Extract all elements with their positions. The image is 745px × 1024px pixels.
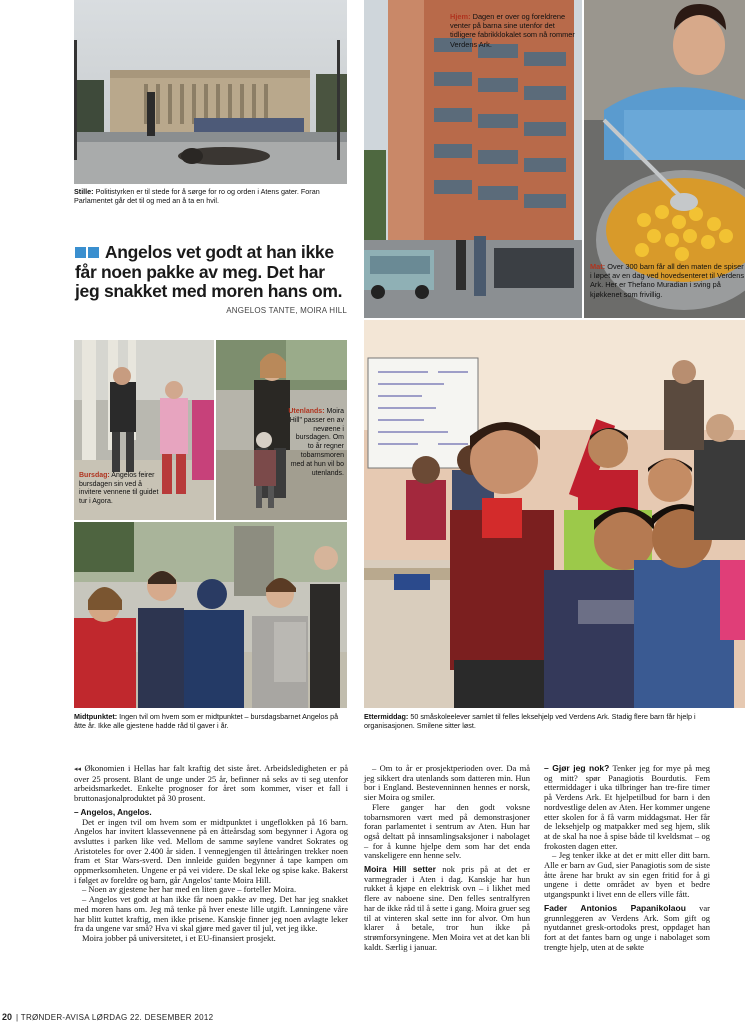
- caption-building: [450, 12, 582, 49]
- paragraph: Moira Hill setter nok pris på at det er varmegrader i Aten i dag. Kanskje har hun rukket å kjøpe en elektrisk ovn – i likhet med flere av naboene sine. Den felles sentralfyren har de ikke råd til å sette i gang. Moira gruer seg til at vinteren skal sette inn for alvor. Om hun klarer å betale, tror hun ikke på strømforsyningene. Men Moira vet at det kan bli kaldt. Særlig i januar.: [364, 864, 530, 952]
- caption-lead: Hjem:: [450, 12, 471, 21]
- paragraph: – Gjør jeg nok? Tenker jeg for mye på meg og mitt? spør Panagiotis Bourdutis. Fem ettermiddager i uka tilbringer han tre-fire timer på Verdens Ark. Et hjelpetilbud for barn i den nordvestlige delen av Aten. Her kommer ungene etter skolen for å få varm middagsmat. Her får de leksehjelp og matpakker med seg hjem, slik at de skal ha noe å spise både til kveldsmat – og frokosten dagen etter.: [544, 763, 710, 851]
- caption-birthday: [79, 472, 159, 506]
- publication-line: | TRØNDER-AVISA LØRDAG 22. DESEMBER 2012: [16, 1013, 214, 1022]
- page-footer: [0, 1008, 745, 1024]
- paragraph: – Jeg tenker ikke at det er mitt eller ditt barn. Alle er barn av Gud, sier Panagiotis som de siste åtte årene har brukt av sin egen fritid for å gi ungene i dette området av byen et bedre utgangspunkt i livet enn de ellers ville fått.: [544, 850, 710, 900]
- caption-lead: Ettermiddag:: [364, 712, 409, 721]
- subheading: – Angelos, Angelos.: [74, 807, 152, 817]
- caption-body: Over 300 barn får all den maten de spiser i løpet av en dag ved hovedsenteret til Verdens Ark. Her er Thefano Muradian i sving på kjøkkenet som frivillig.: [590, 262, 745, 299]
- caption-abroad: [288, 408, 344, 478]
- photo-center: [74, 522, 347, 708]
- caption-lead: Midtpunktet:: [74, 712, 118, 721]
- paragraph: Moira jobber på universitetet, i et EU-finansiert prosjekt.: [82, 932, 276, 943]
- caption-lead: Bursdag:: [79, 472, 110, 479]
- paragraph: Det er ingen tvil om hvem som er midtpunktet i ungeflokken på 16 barn. Angelos har invitert klassevennene på en åtteårsdag som begynner i Agora og avsluttes i parken like ved. Mellom de samme søylene vandret Sokrates og Aristoteles for over 2.400 år siden. I vennegjengen til åtteåringen trekker noen fram et Star Wars-sverd. Den innleide guiden begynner å tape kampen om oppmerksomheten. Ungene er på vei videre. De skal leke og spise kake. Bakerst i følget av foreldre og barn, går Angelos' tante Moira Hill.: [74, 816, 348, 885]
- article-column-2: [364, 764, 530, 952]
- photo-afternoon: [364, 320, 745, 708]
- continued-arrow-icon: ◂◂: [74, 765, 82, 773]
- paragraph: ◂◂ Økonomien i Hellas har falt kraftig det siste året. Arbeidsledigheten er på over 25 prosent. Blant de unge under 25 år, befinner nå seks av ti seg utenfor arbeidsmarkedet. Enkelte prognoser for året som kommer, viser et fall i bruttonasjonalproduktet på 30 prosent.: [74, 763, 348, 804]
- article-column-3: [544, 764, 710, 952]
- paragraph: – Om to år er prosjektperioden over. Da må jeg sikkert dra utenlands som datteren min. Hun bor i England. Bestevenninnen hennes er norsk, sier Moira og smiler.: [364, 763, 530, 803]
- caption-afternoon: [364, 712, 744, 730]
- caption-body: Politistyrken er til stede for å sørge for ro og orden i Atens gater. Foran Parlamentet går det til og med an å ta en hvil.: [74, 187, 320, 205]
- photo-parliament: [74, 0, 347, 184]
- caption-lead: Utenlands:: [288, 408, 325, 415]
- paragraph: Fader Antonios Papanikolaou var grunnleggeren av Verdens Ark. Som gift og nyutdannet gresk-ortodoks prest, oppdaget han fort at det fantes barn og unge i nabolaget som trengte hjelp, uten at de søkte: [544, 902, 710, 952]
- quote-text: Angelos vet godt at han ikke får noen pakke av meg. Det har jeg snakket med moren hans om.: [75, 242, 343, 301]
- caption-lead: Mat:: [590, 262, 606, 271]
- caption-lead: Stille:: [74, 187, 94, 196]
- caption-body: Dagen er over og foreldrene venter på barna sine utenfor det tidligere fabrikklokalet som nå rommer Verdens Ark.: [450, 12, 575, 49]
- quote-mark-icon: [75, 247, 86, 258]
- caption-body: 50 småskoleelever samlet til felles leksehjelp ved Verdens Ark. Stadig flere barn får hjelp i organisasjonen. Smilene sitter løst.: [364, 712, 696, 730]
- quote-mark-icon: [88, 247, 99, 258]
- quote-attribution: ANGELOS TANTE, MOIRA HILL: [226, 306, 347, 315]
- caption-body: Moira Hill" passer en av nevøene i bursdagen. Om to år regner tobarnsmoren med at hun vil bo utenlands.: [289, 408, 344, 477]
- paragraph: Flere ganger har den godt voksne tobarnsmoren vært med på demonstrasjoner foran parlamentet i sentrum av Aten. Hun har også deltatt på innsamlingsaksjoner i nabolaget – for å kunne hjelpe dem som har det enda vanskeligere enn henne selv.: [364, 801, 530, 861]
- paragraph: – Noen av gjestene her har med en liten gave – forteller Moira.: [82, 884, 297, 895]
- caption-cook: [590, 262, 745, 299]
- pull-quote: [75, 243, 347, 302]
- caption-center: [74, 712, 348, 730]
- page-number: 20: [2, 1012, 13, 1022]
- caption-body: Angelos feirer bursdagen sin ved å invitere vennene til guidet tur i Agora.: [79, 472, 159, 505]
- paragraph: – Angelos vet godt at han ikke får noen pakke av meg. Det har jeg snakket med moren hans om. Jeg må tenke på hver eneste lille utgift. Lønningene våre har blitt kuttet kraftig, men ikke prisene. Kanskje finner jeg noen avlagte leker fra da ungene var små? Hva vi skal gjøre med gaver til jul, vet jeg ikke.: [74, 894, 348, 934]
- article-column-1: [74, 764, 348, 944]
- caption-parliament: [74, 187, 346, 205]
- caption-body: Ingen tvil om hvem som er midtpunktet – bursdagsbarnet Angelos på åtte år. Ikke alle gjestene hadde råd til gaver i år.: [74, 712, 339, 730]
